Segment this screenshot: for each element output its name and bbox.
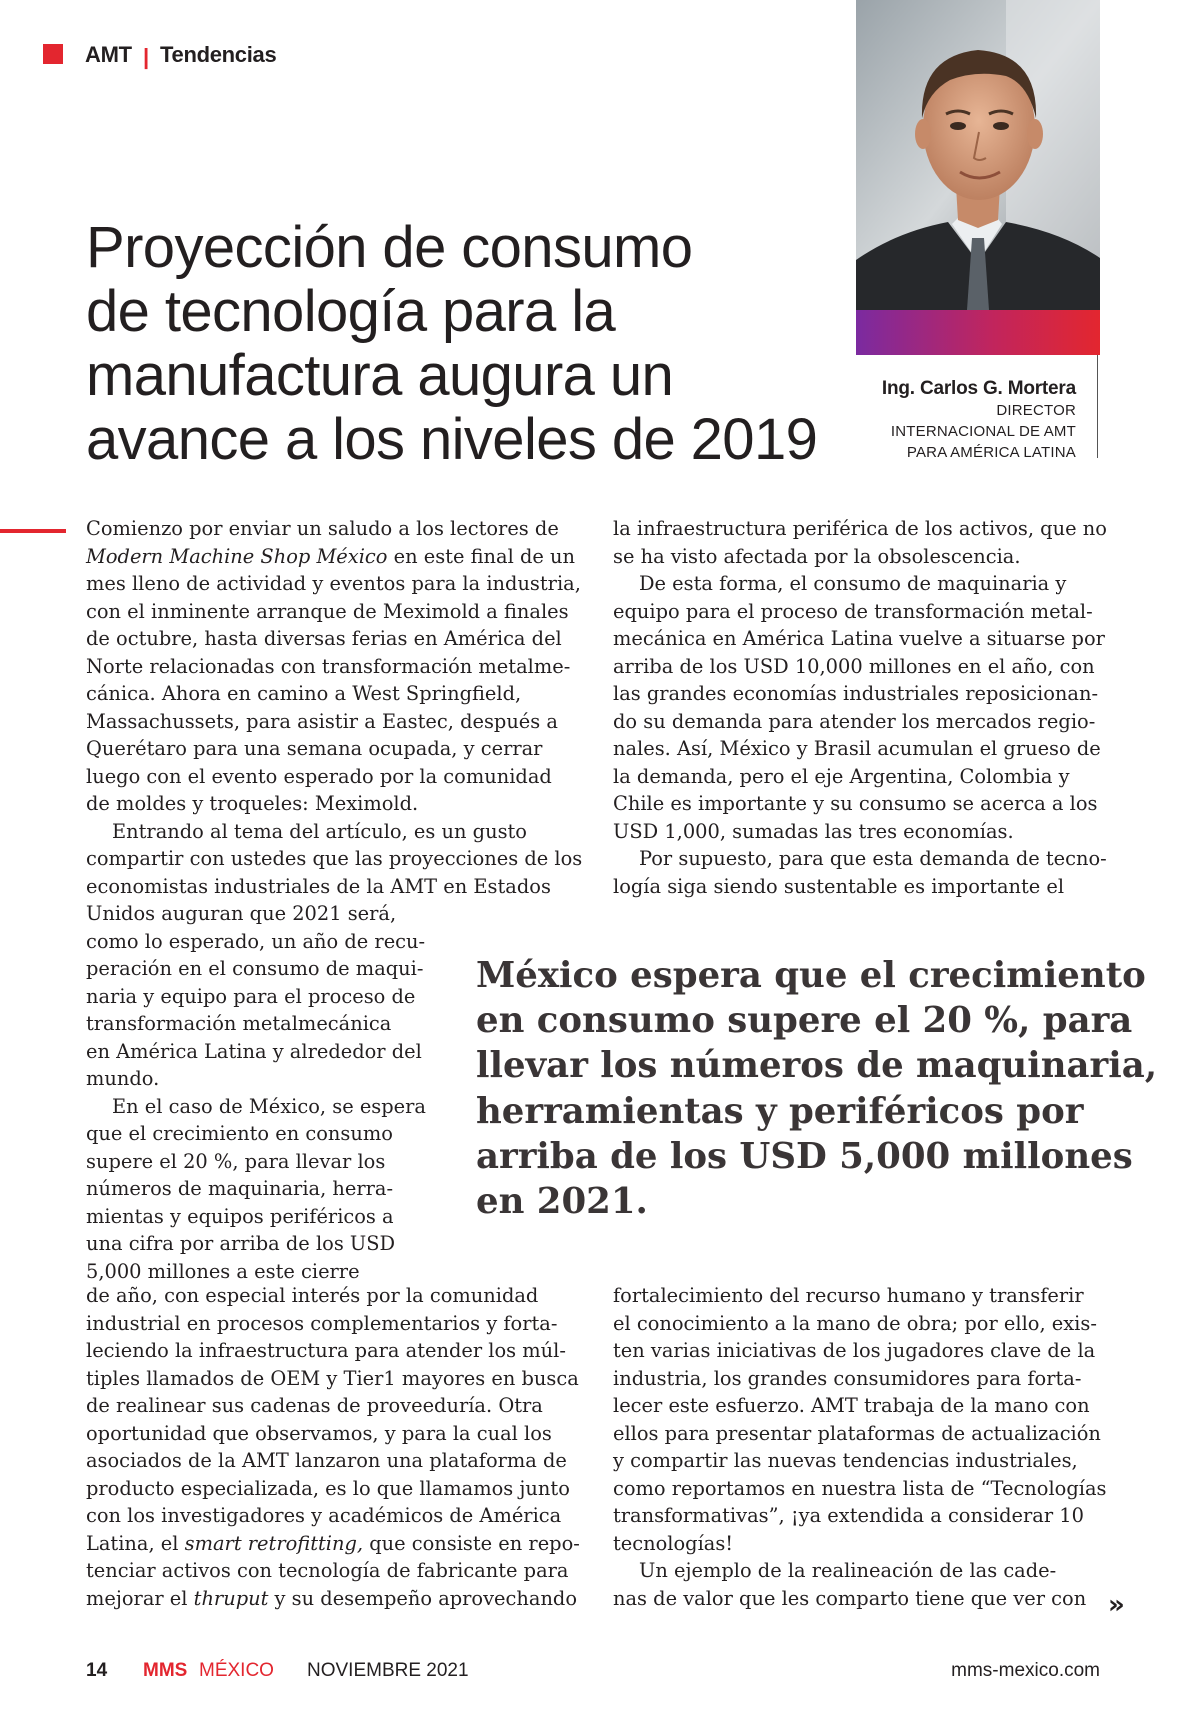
author-role-line: DIRECTOR: [996, 402, 1076, 419]
pull-quote-line: arriba de los USD 5,000 millones: [476, 1135, 1133, 1177]
magazine-brand-suffix: MÉXICO: [199, 1660, 274, 1681]
pull-quote-line: México espera que el crecimiento: [476, 955, 1146, 996]
text-line: naria y equipo para el proceso de: [86, 984, 416, 1008]
text-line: transformación metalmecánica: [86, 1012, 392, 1035]
pull-quote-line: en consumo supere el 20 %, para: [476, 1000, 1133, 1042]
section-separator: |: [143, 44, 150, 69]
section-label: AMT: [85, 42, 132, 67]
text-line: Unidos auguran que 2021 será,: [86, 902, 397, 925]
text-fragment: en este final de un: [387, 544, 575, 568]
subsection-label: Tendencias: [160, 42, 277, 67]
text-line: En el caso de México, se espera: [112, 1094, 426, 1118]
text-line: leciendo la infraestructura para atender los múl-: [86, 1339, 566, 1362]
text-line: mes lleno de actividad y eventos para la industria,: [86, 572, 581, 595]
text-line: [86, 1585, 580, 1613]
text-line: como reportamos en nuestra lista de “Tecnologías: [613, 1476, 1107, 1500]
continue-arrow-icon[interactable]: »: [1108, 1590, 1125, 1620]
text-line: compartir con ustedes que las proyecciones de los: [86, 847, 583, 870]
text-line: equipo para el proceso de transformación metal-: [613, 599, 1093, 623]
website-url[interactable]: mms-mexico.com: [951, 1660, 1100, 1681]
text-line: la demanda, pero el eje Argentina, Colombia y: [613, 764, 1070, 788]
text-line: peración en el consumo de maqui-: [86, 957, 424, 980]
text-line: mientas y equipos periféricos a: [86, 1204, 394, 1228]
text-line: cánica. Ahora en camino a West Springfield,: [86, 682, 522, 705]
text-line: como lo esperado, un año de recu-: [86, 929, 426, 953]
text-line: oportunidad que observamos, y para la cual los: [86, 1421, 552, 1445]
text-line: nas de valor que les comparto tiene que ver con: [613, 1586, 1087, 1610]
text-line: de moldes y troqueles: Meximold.: [86, 792, 419, 815]
text-line: nales. Así, México y Brasil acumulan el grueso de: [613, 737, 1101, 760]
text-fragment: mejorar el: [86, 1586, 194, 1610]
body-start-rule: [0, 529, 66, 533]
text-line: lecer este esfuerzo. AMT trabaja de la mano con: [613, 1394, 1090, 1417]
publication-name: Modern Machine Shop México: [86, 544, 388, 568]
text-line: supere el 20 %, para llevar los: [86, 1149, 386, 1173]
author-name: Ing. Carlos G. Mortera: [881, 378, 1076, 399]
text-line: Entrando al tema del artículo, es un gusto: [112, 819, 527, 843]
text-line: una cifra por arriba de los USD: [86, 1232, 396, 1255]
author-photo: [856, 0, 1100, 355]
author-rule: [1097, 355, 1098, 458]
body-column-right-top: [613, 515, 1107, 900]
pull-quote: [476, 953, 1157, 1224]
term-smart-retrofitting: smart retrofitting,: [184, 1531, 364, 1555]
text-line: USD 1,000, sumadas las tres economías.: [613, 819, 1014, 843]
text-line: De esta forma, el consumo de maquinaria y: [639, 572, 1067, 595]
text-line: 5,000 millones a este cierre: [86, 1259, 360, 1283]
text-line: el conocimiento a la mano de obra; por ello, exis-: [613, 1311, 1097, 1335]
magazine-brand: MMS: [143, 1660, 188, 1681]
text-line: arriba de los USD 10,000 millones en el año, con: [613, 654, 1095, 678]
title-line: de tecnología para la: [86, 279, 616, 344]
text-line: de octubre, hasta diversas ferias en América del: [86, 627, 562, 650]
text-line: de realinear sus cadenas de proveeduría. Otra: [86, 1394, 543, 1417]
text-line: industria, los grandes consumidores para forta-: [613, 1366, 1082, 1390]
text-line: asociados de la AMT lanzaron una plataforma de: [86, 1449, 567, 1472]
text-line: la infraestructura periférica de los activos, que no: [613, 517, 1107, 540]
text-line: fortalecimiento del recurso humano y transferir: [613, 1284, 1084, 1307]
body-column-left-bottom: [86, 1282, 580, 1612]
term-thruput: thruput: [193, 1586, 269, 1610]
text-line: Norte relacionadas con transformación metalme-: [86, 654, 571, 678]
text-line: se ha visto afectada por la obsolescencia.: [613, 544, 1021, 568]
body-column-right-bottom: [613, 1282, 1106, 1612]
text-line: que el crecimiento en consumo: [86, 1122, 393, 1145]
text-line: tenciar activos con tecnología de fabricante para: [86, 1559, 569, 1582]
text-line: economistas industriales de la AMT en Estados: [86, 874, 551, 898]
text-line: ten varias iniciativas de los jugadores clave de la: [613, 1339, 1096, 1362]
text-line: Querétaro para una semana ocupada, y cerrar: [86, 737, 543, 760]
text-line: transformativas”, ¡ya extendida a considerar 10: [613, 1504, 1084, 1527]
pull-quote-line: en 2021.: [476, 1181, 648, 1223]
text-line: Un ejemplo de la realineación de las cade-: [639, 1559, 1057, 1582]
text-line: industrial en procesos complementarios y forta-: [86, 1311, 558, 1335]
text-line: mecánica en América Latina vuelve a situarse por: [613, 627, 1105, 650]
issue-date: NOVIEMBRE 2021: [307, 1660, 469, 1681]
text-line: Comienzo por enviar un saludo a los lectores de: [86, 517, 559, 540]
text-line: con el inminente arranque de Meximold a finales: [86, 599, 569, 623]
pull-quote-line: herramientas y periféricos por: [476, 1090, 1084, 1132]
author-role-line: INTERNACIONAL DE AMT: [890, 423, 1076, 440]
text-line: [86, 543, 582, 571]
text-line: con los investigadores y académicos de América: [86, 1504, 562, 1527]
text-line: do su demanda para atender los mercados regio-: [613, 709, 1096, 733]
title-line: manufactura augura un: [86, 343, 674, 408]
text-line: mundo.: [86, 1067, 160, 1090]
text-line: Massachussets, para asistir a Eastec, después a: [86, 709, 558, 733]
text-line: números de maquinaria, herra-: [86, 1177, 394, 1200]
page-number: 14: [86, 1660, 108, 1681]
text-fragment: que consiste en repo-: [363, 1531, 580, 1555]
text-line: ellos para presentar plataformas de actualización: [613, 1421, 1101, 1445]
text-line: y compartir las nuevas tendencias industriales,: [613, 1449, 1078, 1472]
text-line: logía siga siendo sustentable es importante el: [613, 874, 1065, 898]
article-title: [86, 216, 846, 472]
text-line: Por supuesto, para que esta demanda de tecno-: [639, 847, 1107, 870]
text-line: Chile es importante y su consumo se acerca a los: [613, 792, 1098, 815]
section-marker: [43, 44, 63, 64]
title-line: avance a los niveles de 2019: [86, 407, 818, 472]
pull-quote-line: llevar los números de maquinaria,: [476, 1045, 1158, 1087]
text-line: de año, con especial interés por la comunidad: [86, 1284, 539, 1307]
text-fragment: y su desempeño aprovechando: [268, 1586, 578, 1610]
text-fragment: Latina, el: [86, 1531, 185, 1555]
text-line: [86, 1530, 580, 1558]
author-role-line: PARA AMÉRICA LATINA: [906, 444, 1076, 461]
text-line: producto especializada, es lo que llamamos junto: [86, 1476, 570, 1500]
text-line: tecnologías!: [613, 1531, 734, 1555]
text-line: luego con el evento esperado por la comunidad: [86, 764, 552, 788]
text-line: las grandes economías industriales reposicionan-: [613, 682, 1099, 705]
text-line: en América Latina y alrededor del: [86, 1039, 422, 1063]
title-line: Proyección de consumo: [86, 215, 693, 280]
text-line: tiples llamados de OEM y Tier1 mayores en busca: [86, 1366, 579, 1390]
